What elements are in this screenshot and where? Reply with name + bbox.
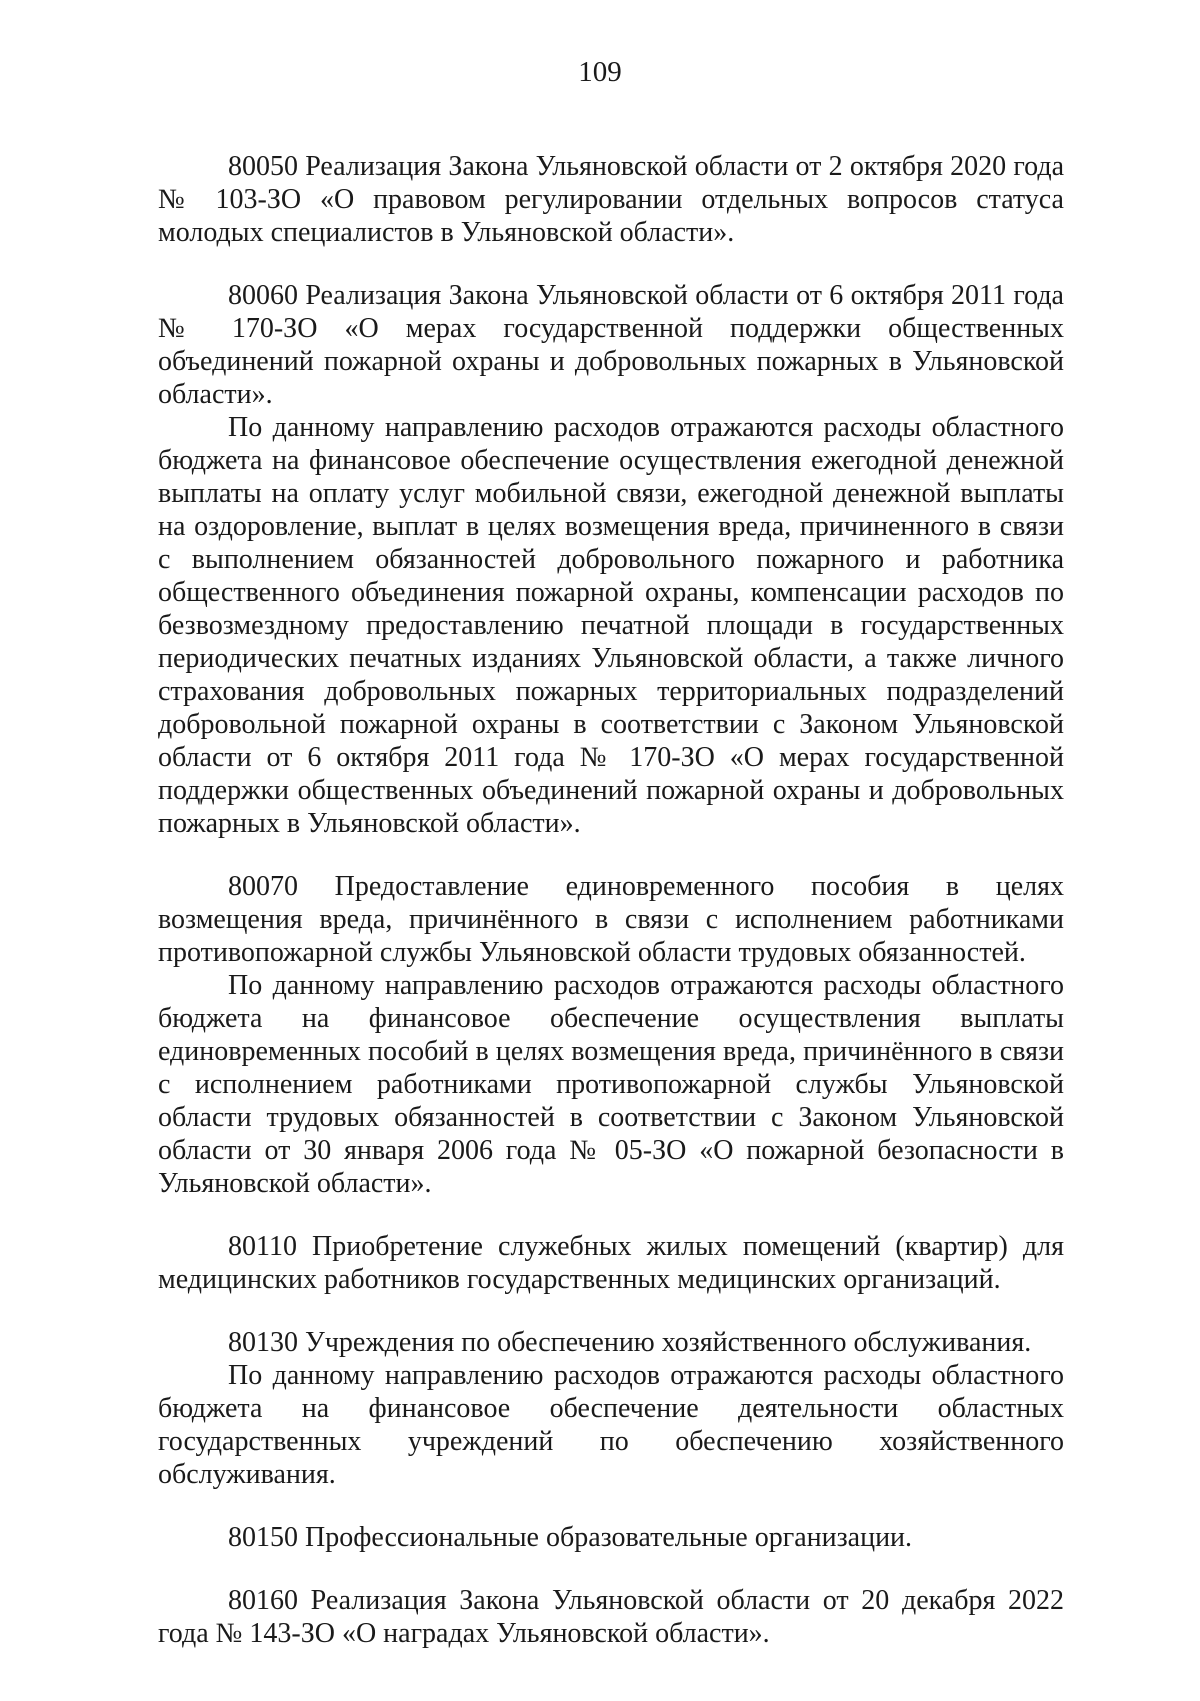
section-80070	[158, 870, 1064, 1200]
section-body: По данному направлению расходов отражаются расходы областного бюджета на финансовое обеспечение деятельности областных государственных учреждений по обеспечению хозяйственного обслуживания.	[158, 1360, 1064, 1490]
section-heading: 80110 Приобретение служебных жилых помещений (квартир) для медицинских работников государственных медицинских организаций.	[158, 1231, 1064, 1295]
section-80130	[158, 1326, 1064, 1491]
section-80050	[158, 150, 1064, 249]
section-80160	[158, 1584, 1064, 1650]
section-heading: 80070 Предоставление единовременного пособия в целях возмещения вреда, причинённого в связи с исполнением работниками противопожарной службы Ульяновской области трудовых обязанностей.	[158, 871, 1064, 968]
page-number: 109	[578, 56, 622, 88]
section-80110	[158, 1230, 1064, 1296]
section-body: По данному направлению расходов отражаются расходы областного бюджета на финансовое обеспечение осуществления выплаты единовременных пособий в целях возмещения вреда, причинённого в связи с исполнением работниками противопожарной службы Ульяновской области трудовых обязанностей в соответствии с Законом Ульяновской области от 30 января 2006 года № 05-ЗО «О пожарной безопасности в Ульяновской области».	[158, 970, 1064, 1199]
section-80150	[158, 1521, 1064, 1554]
section-heading: 80150 Профессиональные образовательные организации.	[228, 1522, 913, 1553]
section-body: По данному направлению расходов отражаются расходы областного бюджета на финансовое обеспечение осуществления ежегодной денежной выплаты на оплату услуг мобильной связи, ежегодной денежной выплаты на оздоровление, выплат в целях возмещения вреда, причиненного в связи с выполнением обязанностей добровольного пожарного и работника общественного объединения пожарной охраны, компенсации расходов по безвозмездному предоставлению печатной площади в государственных периодических печатных изданиях Ульяновской области, а также личного страхования добровольных пожарных территориальных подразделений добровольной пожарной охраны в соответствии с Законом Ульяновской области от 6 октября 2011 года № 170-ЗО «О мерах государственной поддержки общественных объединений пожарной охраны и добровольных пожарных в Ульяновской области».	[158, 412, 1064, 839]
section-80060	[158, 279, 1064, 840]
document-body	[158, 150, 1064, 1680]
section-heading: 80130 Учреждения по обеспечению хозяйственного обслуживания.	[228, 1327, 1032, 1358]
section-heading: 80050 Реализация Закона Ульяновской области от 2 октября 2020 года № 103-ЗО «О правовом регулировании отдельных вопросов статуса молодых специалистов в Ульяновской области».	[158, 151, 1064, 248]
section-heading: 80160 Реализация Закона Ульяновской области от 20 декабря 2022 года № 143-ЗО «О наградах Ульяновской области».	[158, 1585, 1064, 1649]
section-heading: 80060 Реализация Закона Ульяновской области от 6 октября 2011 года № 170-ЗО «О мерах государственной поддержки общественных объединений пожарной охраны и добровольных пожарных в Ульяновской области».	[158, 280, 1064, 410]
